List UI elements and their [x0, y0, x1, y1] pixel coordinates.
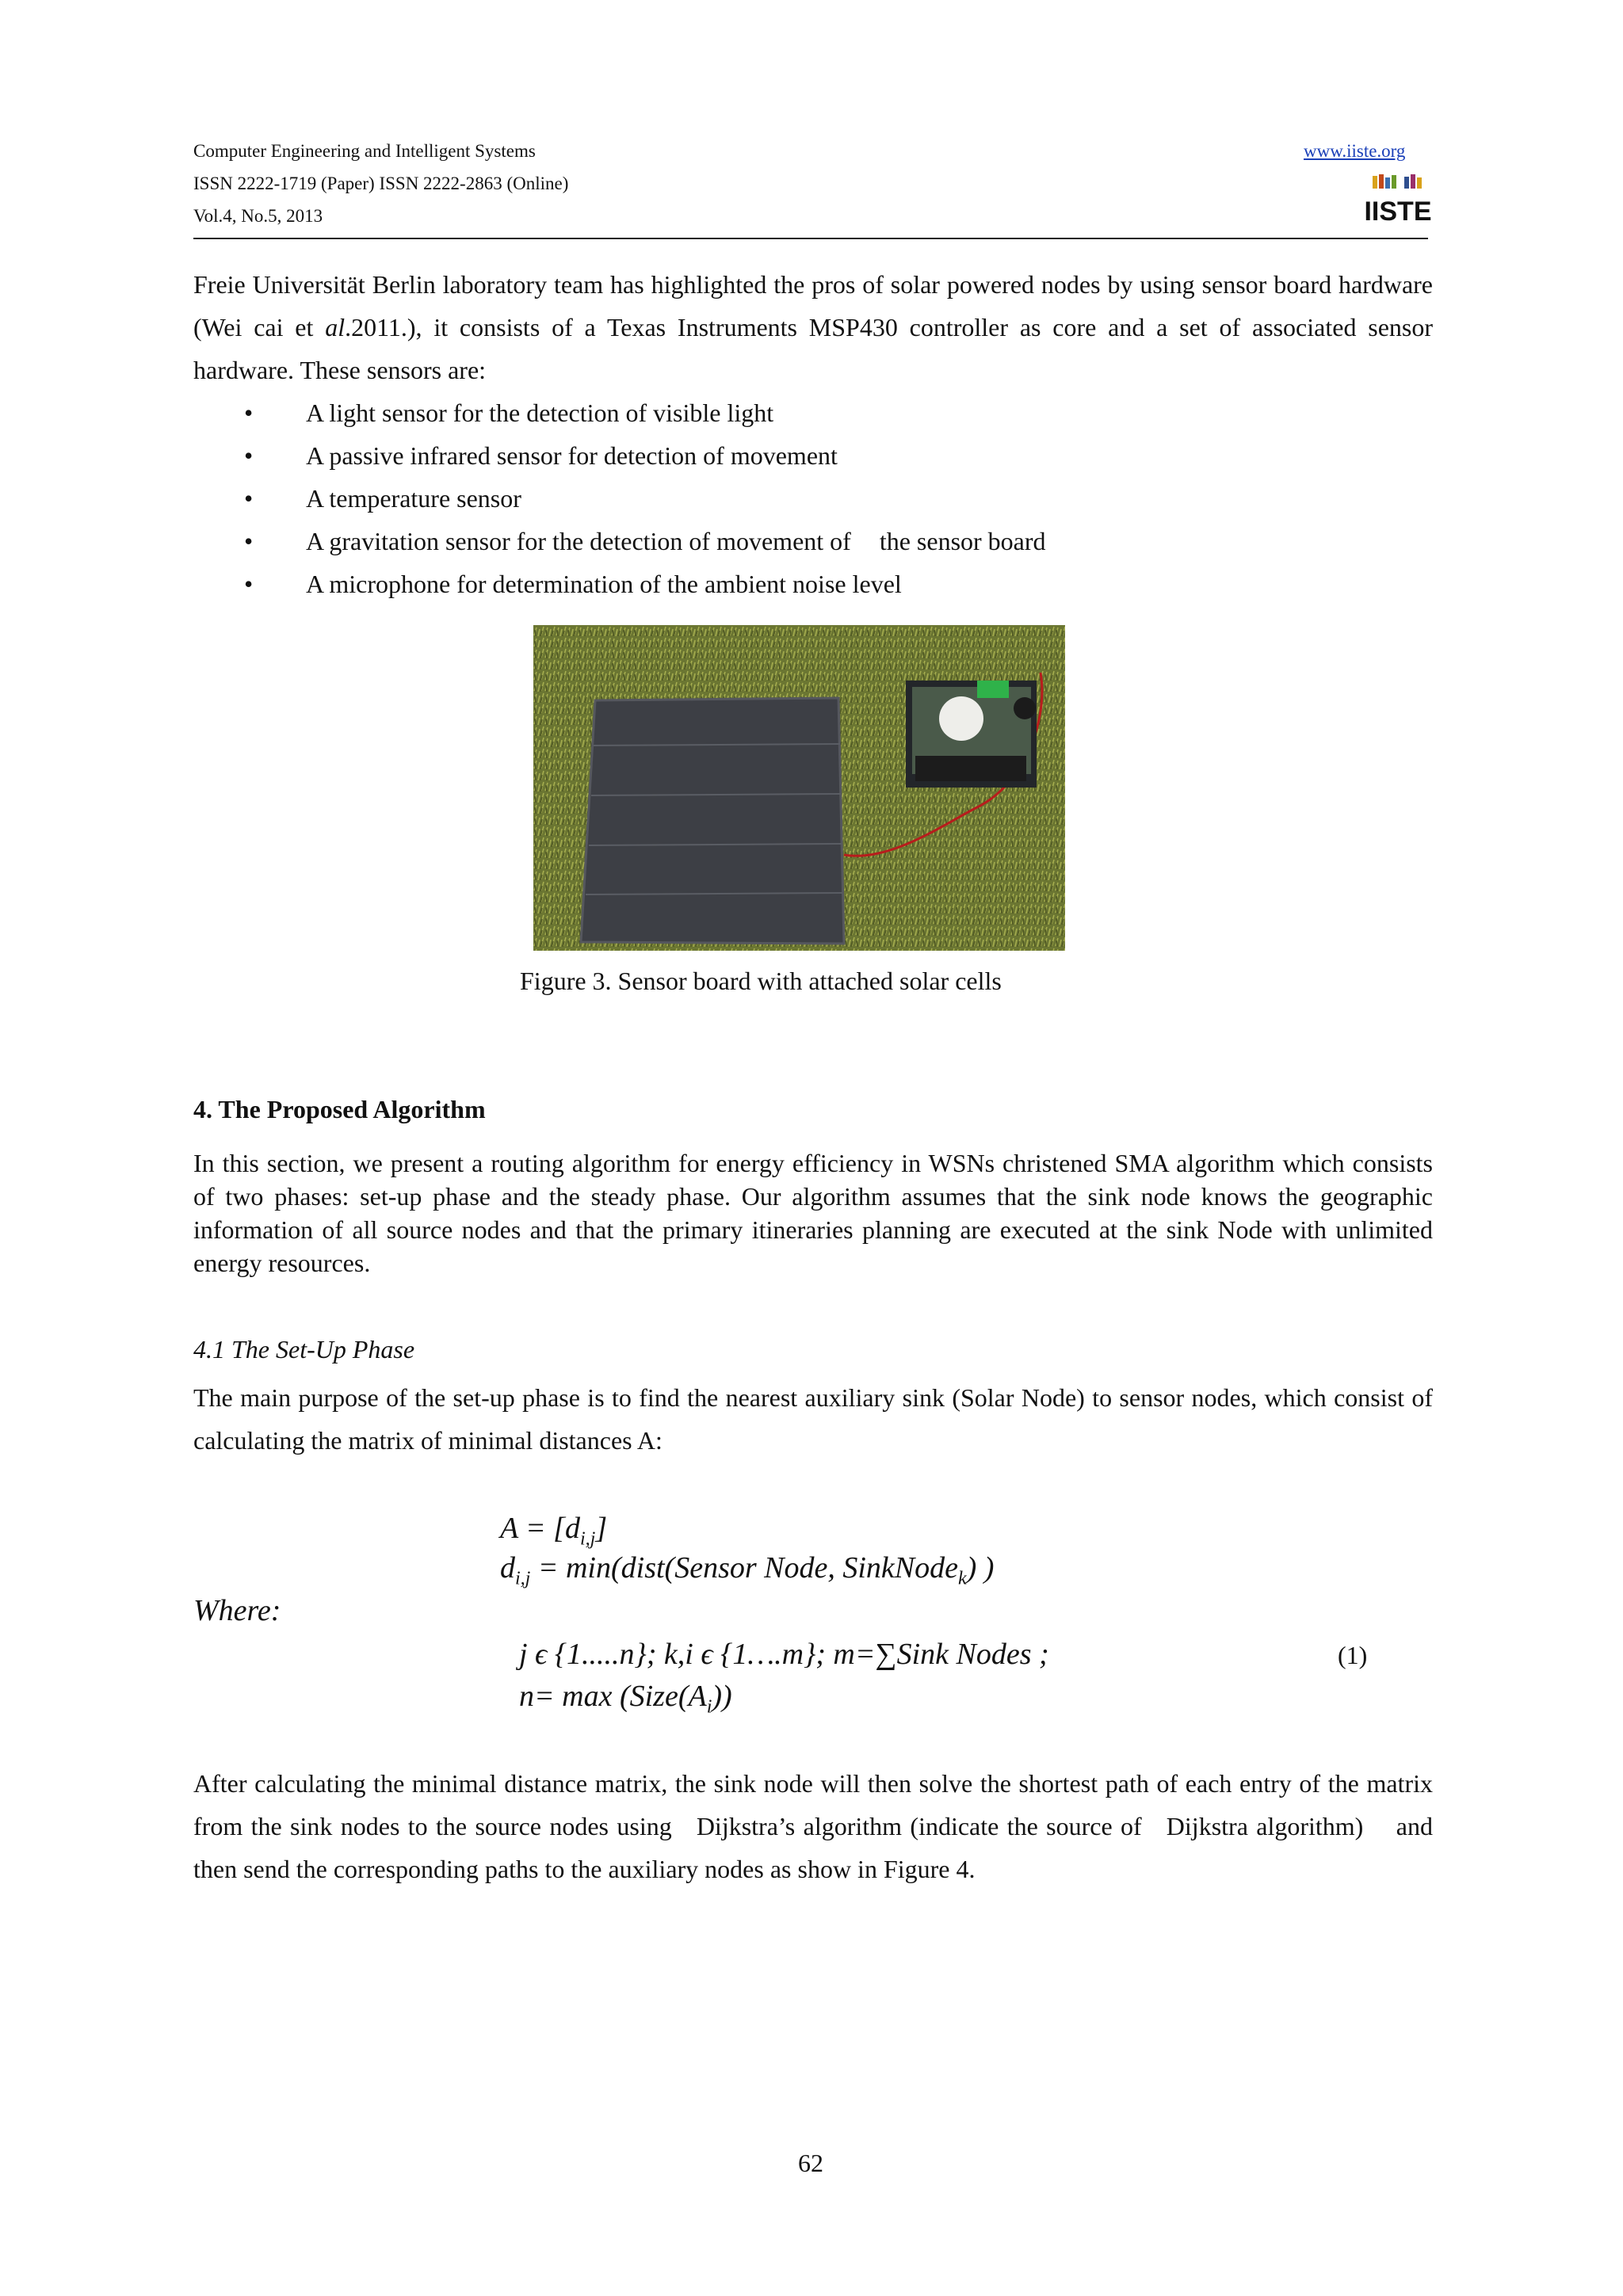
list-item: • A gravitation sensor for the detection of movement of the sensor board — [244, 527, 1046, 555]
website-link[interactable]: www.iiste.org — [1304, 141, 1406, 161]
logo-text: IISTE — [1364, 196, 1432, 227]
equation-line-2: $d_{i,j}$ = min(dist(Sensor Node, SinkNode$_k$) ) — [500, 1551, 995, 1589]
equation-number: (1) — [1338, 1641, 1368, 1669]
header-rule — [193, 238, 1428, 239]
section-heading: 4. The Proposed Algorithm — [193, 1095, 486, 1123]
page-number: 62 — [798, 2149, 823, 2177]
equation-line-4: $n= \max (Size(A_i))$ — [519, 1680, 732, 1718]
journal-title: Computer Engineering and Intelligent Systems — [193, 141, 536, 161]
section-paragraph: In this section, we present a routing algorithm for energy efficiency in WSNs christened SMA algorithm which consists of two phases: set-up phase and the steady phase. Our algorithm assumes that the sink node knows the geographic information of all source nodes and that the primary itineraries planning are executed at the sink Node with unlimited energy resources. — [193, 1149, 1433, 1277]
journal-volume: Vol.4, No.5, 2013 — [193, 206, 323, 226]
list-item: • A temperature sensor — [244, 484, 521, 513]
equation-where-label: Where: — [193, 1594, 281, 1627]
intro-paragraph: Freie Universität Berlin laboratory team has highlighted the pros of solar powered nodes by using sensor board hardware (Wei cai et al.2011.), it consists of a Texas Instruments MSP430 controller as core and a set of associated sensor hardware. These sensors are: — [193, 270, 1434, 384]
running-header — [193, 135, 568, 232]
list-item: • A microphone for determination of the ambient noise level — [244, 570, 902, 598]
list-item: • A light sensor for the detection of visible light — [244, 399, 774, 427]
journal-issn: ISSN 2222-1719 (Paper) ISSN 2222-2863 (Online) — [193, 174, 569, 193]
sensor-list — [193, 391, 1433, 605]
equation-line-3: j ϵ {1.....n}; k,i ϵ {1….m}; m=∑Sink Nodes ; — [519, 1638, 1049, 1671]
closing-paragraph: After calculating the minimal distance matrix, the sink node will then solve the shortest path of each entry of the matrix from the sink nodes to the source nodes using Dijkstra’s algorithm (indicate the source of Dijkstra algorithm) and then send the corresponding paths to the auxiliary nodes as show in Figure 4. — [193, 1769, 1439, 1883]
iiste-logo — [1364, 173, 1432, 230]
subsection-heading: 4.1 The Set-Up Phase — [193, 1335, 415, 1363]
sensor-board-photo — [533, 625, 1065, 951]
subsection-paragraph: The main purpose of the set-up phase is to find the nearest auxiliary sink (Solar Node) to sensor nodes, which consist of calculating the matrix of minimal distances A: — [193, 1383, 1433, 1455]
equation-line-1: $A = [d_{i,j}]$ — [500, 1512, 608, 1550]
figure-caption: Figure 3. Sensor board with attached solar cells — [520, 967, 1002, 995]
list-item: • A passive infrared sensor for detection of movement — [244, 441, 838, 470]
